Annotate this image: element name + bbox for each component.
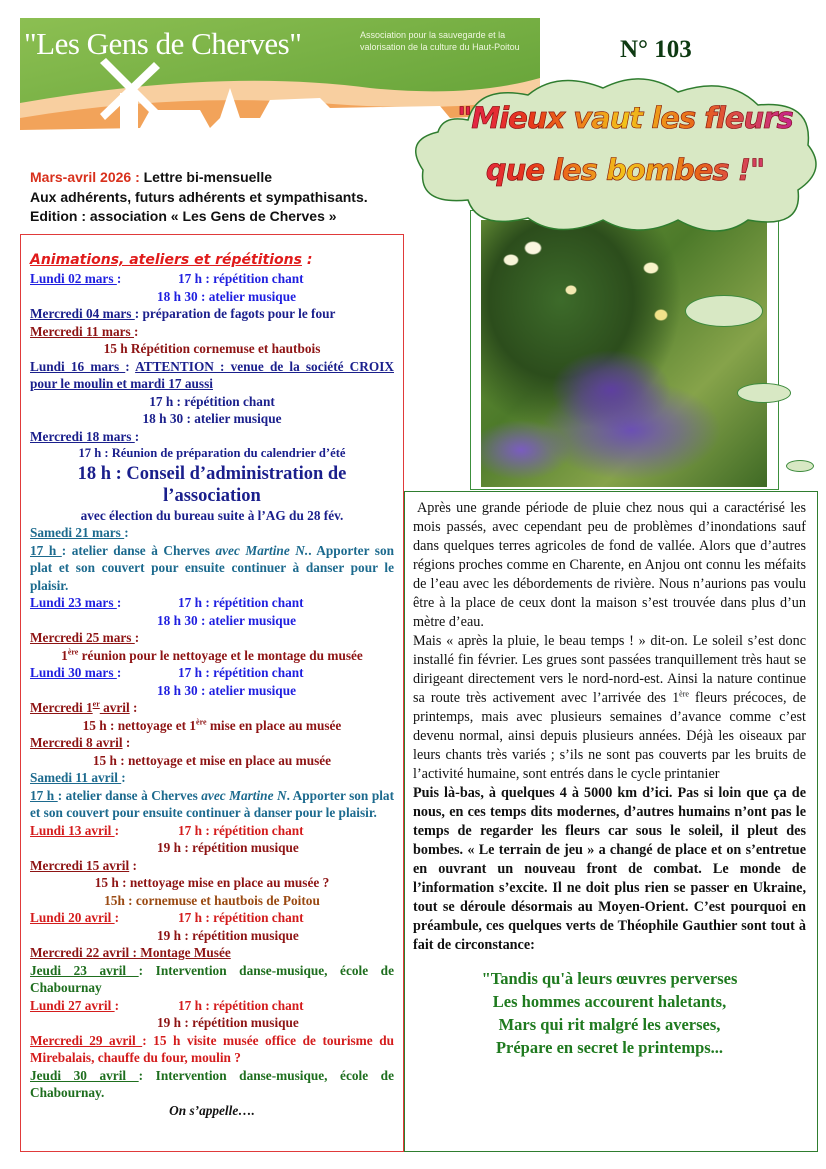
event-date: Mercredi 1 <box>30 700 93 715</box>
event-text: 18 h : Conseil d’administration de l’association <box>77 463 347 506</box>
event-line <box>30 682 394 700</box>
issue-number: N° 103 <box>620 36 692 63</box>
event-text: 19 h : répétition musique <box>157 1015 299 1030</box>
event-date: Mercredi 18 mars <box>30 428 135 444</box>
event-date: 17 h <box>30 542 62 558</box>
event-line <box>30 305 394 323</box>
event-line <box>30 717 394 735</box>
thought-bubble <box>737 383 791 403</box>
event-line <box>30 612 394 630</box>
event-line <box>30 927 394 945</box>
event-text: : <box>121 770 126 785</box>
event-text: 19 h : répétition musique <box>157 927 299 943</box>
event-date: Lundi 23 mars <box>30 595 117 610</box>
event-text: : 15 h visite musée office de tourisme du Mirebalais, chauffe du four, moulin ? <box>30 1032 395 1065</box>
event-date: Lundi 27 avril <box>30 997 115 1013</box>
event-line <box>30 1032 394 1067</box>
headline <box>440 92 810 196</box>
newsletter-intro <box>30 168 368 227</box>
event-line <box>30 524 394 542</box>
event-line <box>30 1014 394 1032</box>
editorial-paragraph: Après une grande période de pluie chez nous qui a caractérisé les mois passés, avec cependant peu de problèmes d’inondations sauf dans quelques terres agricoles de fond de vallée. Alors que d’autres régions proches comme en Charente, en Anjou ont connu les méfaits de l’eau avec les débordements de rivière. Nous n’aurions pas voulu être à la place de ceux dont la maison s’est trouvée dans plus d’un mètre d’eau. <box>413 500 806 630</box>
event-text: 17 h : Réunion de préparation du calendrier d’été <box>78 446 346 460</box>
event-line <box>30 288 394 306</box>
event-line <box>30 1102 394 1120</box>
event-line <box>30 839 394 857</box>
event-line <box>30 909 394 927</box>
headline-line-1: "Mieux vaut les fleurs <box>457 101 793 135</box>
event-line <box>30 892 394 910</box>
event-date: Mercredi 04 mars <box>30 306 135 321</box>
event-text: : <box>134 428 140 444</box>
poem-quote <box>413 967 806 1059</box>
event-date: Lundi 13 avril <box>30 822 115 838</box>
event-line <box>30 340 394 358</box>
event-line <box>30 997 394 1015</box>
event-text: ère <box>67 647 79 657</box>
event-text: 17 h : répétition chant <box>149 393 275 409</box>
event-text: : <box>114 822 120 838</box>
event-text: 15 h : nettoyage et mise en place au musée <box>92 752 332 768</box>
event-text: : <box>125 358 136 374</box>
event-text: . Apporter son plat et son couvert pour ensuite continuer à danser pour le plaisir. <box>30 787 394 820</box>
event-date: Mercredi 22 avril : Montage Musée <box>30 945 231 960</box>
event-date: Jeudi 23 avril <box>30 962 139 978</box>
poem-line: "Tandis qu'à leurs œuvres perverses <box>481 969 738 988</box>
editorial-paragraph-bold: Puis là-bas, à quelques 4 à 5000 km d’ici. Pas si loin que ça de nous, en ces temps dits modernes, d’autres humains n’ont pas le temps de regarder les fleurs car sous le soleil, il pleut des bombes. « Le terrain de jeu » a changé de place et on s’entretue en ouvrant un nouveau front de combat. Le monde de l’information s’excite. Il ne doit plus rien se passer en Ukraine, tout se déroule désormais au Moyen-Orient. C’est pourquoi en préambule, ces quelques verts de Théophile Gauthier sont tout à fait de circonstance: <box>413 785 806 953</box>
event-text: 17 h : répétition chant <box>178 822 304 838</box>
event-line <box>30 410 394 428</box>
event-text: : atelier danse à Cherves <box>57 787 202 803</box>
event-line <box>30 445 394 463</box>
event-text: 15 h : nettoyage mise en place au musée ? <box>94 875 330 890</box>
event-text: : <box>134 323 139 339</box>
event-line <box>30 769 394 787</box>
event-line <box>30 270 394 288</box>
event-text: : <box>116 271 122 286</box>
event-date-cell <box>30 664 178 682</box>
event-text: 18 h 30 : atelier musique <box>157 288 297 304</box>
event-date: Samedi 21 mars <box>30 525 125 540</box>
event-date: Mercredi 29 avril <box>30 1032 143 1048</box>
event-text: 15 h : nettoyage et 1 <box>82 717 197 733</box>
event-line <box>30 822 394 840</box>
headline-line-2: que les bombes !" <box>485 153 765 187</box>
poem-line: Mars qui rit malgré les averses, <box>498 1015 721 1034</box>
spring-flowers-photo <box>481 220 767 487</box>
editorial-paragraph: Mais « après la pluie, le beau temps ! » dit-on. Le soleil s’est donc installé fin février. Les grues sont passées tranquillement très haut se dirigeant directement vers le nord-nord-est. Ainsi la nature continue sa route très activement avec l’arrivée des 1ère fleurs précoces, de printemps, mais avec plusieurs semaines d’avance comme c’est devenu normal, ainsi depuis plusieurs années. Déjà les oiseaux par leurs chants très variés ; s’ils ne sont pas couverts par les bruits de l’activité humaine, sont entrés dans le cycle printanier <box>413 633 806 782</box>
event-text: mise en place au musée <box>206 717 342 733</box>
event-text: On s’appelle…. <box>169 1102 255 1118</box>
event-date-cell <box>30 822 178 840</box>
event-text: : <box>114 997 120 1013</box>
event-date: Mercredi 8 avril <box>30 735 123 750</box>
event-text: : <box>124 525 129 540</box>
event-text: réunion pour le nettoyage et le montage du musée <box>78 647 363 663</box>
event-text: : <box>134 630 140 645</box>
period: Mars-avril 2026 : <box>30 169 140 185</box>
event-line <box>30 752 394 770</box>
brand-subtitle: Association pour la sauvegarde et la valorisation de la culture du Haut-Poitou <box>360 30 520 52</box>
event-date: Lundi 16 mars <box>30 358 126 374</box>
event-text: : <box>122 735 131 750</box>
event-line <box>30 857 394 875</box>
event-date: 17 h <box>30 787 58 803</box>
thought-bubble <box>685 295 763 327</box>
event-date-cell <box>30 997 178 1015</box>
edition: Edition : association « Les Gens de Cherves » <box>30 208 337 224</box>
event-line <box>30 787 394 822</box>
event-date-cell <box>30 594 178 612</box>
event-text: 17 h : répétition chant <box>178 665 304 680</box>
event-line <box>30 542 394 595</box>
event-text: 15 h Répétition cornemuse et hautbois <box>103 341 321 356</box>
event-text: : <box>129 857 137 873</box>
thought-bubble <box>786 460 814 472</box>
event-line <box>30 734 394 752</box>
event-text: : <box>114 910 120 925</box>
event-text: : atelier danse à Cherves <box>61 542 216 558</box>
event-text: 15h : cornemuse et hautbois de Poitou <box>104 892 320 908</box>
event-line <box>30 944 394 962</box>
event-line <box>30 507 394 525</box>
event-date: Mercredi 25 mars <box>30 630 135 645</box>
event-line <box>30 664 394 682</box>
editorial-text <box>413 499 806 1059</box>
event-line <box>30 463 394 507</box>
event-text: 17 h : répétition chant <box>178 271 304 286</box>
event-line <box>30 647 394 665</box>
event-date: avril <box>99 700 130 715</box>
poem-line: Prépare en secret le printemps... <box>495 1038 724 1057</box>
event-text: avec Martine N <box>201 787 287 803</box>
event-line <box>30 699 394 717</box>
event-text: : <box>116 665 122 680</box>
event-line <box>30 323 394 341</box>
event-text: avec Martine N. <box>215 542 309 558</box>
event-line <box>30 874 394 892</box>
event-text: 18 h 30 : atelier musique <box>142 411 282 426</box>
event-line <box>30 962 394 997</box>
event-line <box>30 393 394 411</box>
event-line <box>30 629 394 647</box>
event-text: : Intervention danse-musique, école de Chabournay. <box>30 1067 394 1100</box>
audience: Aux adhérents, futurs adhérents et sympathisants. <box>30 188 368 205</box>
events-title: Animations, ateliers et répétitions : <box>30 252 313 268</box>
event-date: ATTENTION : venue de la société CROIX pour le moulin et mardi 17 aussi <box>30 358 394 391</box>
event-date: Jeudi 30 avril <box>30 1067 139 1083</box>
event-date: Lundi 30 mars <box>30 665 117 680</box>
event-text: 17 h : répétition chant <box>178 910 304 925</box>
event-text: 17 h : répétition chant <box>178 997 304 1013</box>
event-line <box>30 428 394 446</box>
event-text: : préparation de fagots pour le four <box>134 306 336 321</box>
event-line <box>30 594 394 612</box>
event-text: 1 <box>61 647 68 663</box>
event-date: Mercredi 11 mars <box>30 323 135 339</box>
event-date: Lundi 20 avril <box>30 910 115 925</box>
event-date-cell <box>30 270 178 288</box>
event-text: : <box>129 700 138 715</box>
event-text: ère <box>196 717 207 727</box>
event-date: Samedi 11 avril <box>30 770 122 785</box>
event-date: er <box>92 699 100 709</box>
poem-line: Les hommes accourent haletants, <box>492 992 727 1011</box>
event-text: 18 h 30 : atelier musique <box>157 682 297 698</box>
event-text: avec élection du bureau suite à l’AG du 28 fév. <box>80 507 344 523</box>
event-text: : Intervention danse-musique, école de Chabournay <box>30 962 394 995</box>
event-date: Mercredi 15 avril <box>30 857 130 873</box>
event-line <box>30 1067 394 1102</box>
event-text: . Apporter son plat et son couvert pour ensuite continuer à danser pour le plaisir. <box>30 542 394 593</box>
event-date: Lundi 02 mars <box>30 271 117 286</box>
event-text: : <box>116 595 122 610</box>
events-list <box>30 250 394 1119</box>
brand-title: "Les Gens de Cherves" <box>24 26 302 61</box>
newsletter-type: Lettre bi-mensuelle <box>139 169 272 185</box>
event-date-cell <box>30 909 178 927</box>
event-text: 17 h : répétition chant <box>178 595 304 610</box>
event-text: 18 h 30 : atelier musique <box>157 612 297 628</box>
event-line <box>30 358 394 393</box>
event-text: 19 h : répétition musique <box>157 840 299 855</box>
